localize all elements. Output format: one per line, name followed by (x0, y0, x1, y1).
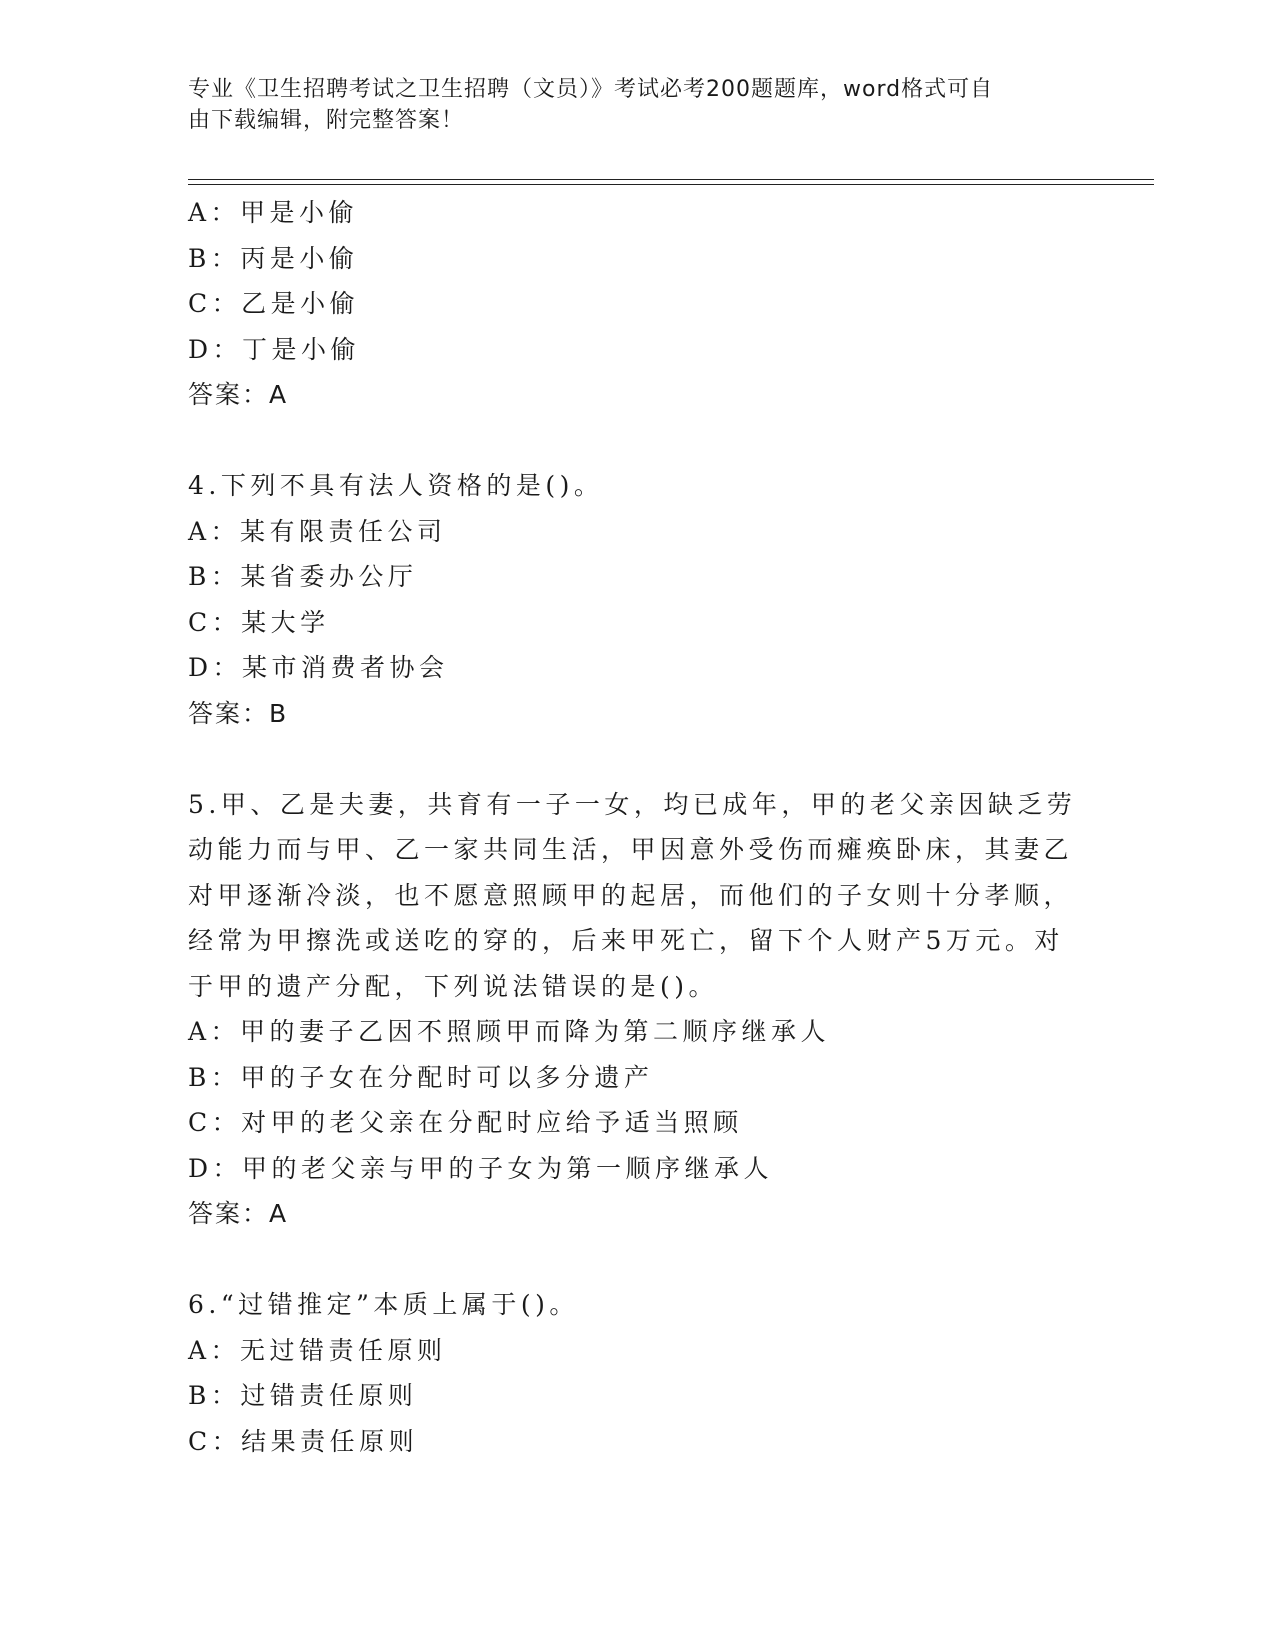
spacer (188, 418, 1088, 464)
question-4-block (188, 463, 1088, 736)
option-c: C：结果责任原则 (188, 1426, 419, 1456)
header-line-1: 专业《卫生招聘考试之卫生招聘（文员）》考试必考200题题库，word格式可自 (188, 77, 994, 102)
option-c: C：某大学 (188, 607, 330, 637)
answer-line: 答案：A (188, 1199, 289, 1228)
question-content (188, 190, 1088, 1464)
question-text-line: 对甲逐渐冷淡，也不愿意照顾甲的起居，而他们的子女则十分孝顺， (188, 880, 1074, 910)
option-b: B：过错责任原则 (188, 1381, 418, 1410)
document-header (188, 74, 1068, 136)
question-text: 4.下列不具有法人资格的是()。 (188, 471, 604, 500)
option-c: C：对甲的老父亲在分配时应给予适当照顾 (188, 1108, 743, 1137)
answer-line: 答案：B (188, 698, 289, 728)
option-b: B：某省委办公厅 (188, 562, 418, 591)
option-d: D：某市消费者协会 (188, 653, 449, 682)
option-b: B：丙是小偷 (188, 243, 359, 273)
option-d: D：甲的老父亲与甲的子女为第一顺序继承人 (188, 1153, 774, 1183)
spacer (188, 736, 1088, 782)
header-divider-bottom (188, 184, 1154, 185)
question-text: 6.“过错推定”本质上属于()。 (188, 1290, 579, 1319)
option-a: A：甲的妻子乙因不照顾甲而降为第二顺序继承人 (188, 1017, 831, 1046)
question-3-block (188, 190, 1088, 418)
header-line-2: 由下载编辑，附完整答案！ (188, 108, 465, 133)
answer-line: 答案：A (188, 380, 289, 409)
option-b: B：甲的子女在分配时可以多分遗产 (188, 1062, 654, 1092)
question-6-block (188, 1282, 1088, 1464)
question-text-line: 动能力而与甲、乙一家共同生活，甲因意外受伤而瘫痪卧床，其妻乙 (188, 835, 1074, 864)
question-text-line: 经常为甲擦洗或送吃的穿的，后来甲死亡，留下个人财产5万元。对 (188, 926, 1064, 955)
spacer (188, 1237, 1088, 1283)
option-a: A：某有限责任公司 (188, 516, 447, 546)
option-c: C：乙是小偷 (188, 289, 360, 318)
option-a: A：无过错责任原则 (188, 1335, 447, 1365)
option-d: D：丁是小偷 (188, 334, 361, 364)
question-text-line: 于甲的遗产分配，下列说法错误的是()。 (188, 971, 719, 1001)
question-text-line: 5.甲、乙是夫妻，共育有一子一女，均已成年，甲的老父亲因缺乏劳 (188, 789, 1077, 819)
question-5-block (188, 782, 1088, 1237)
header-divider-top (188, 179, 1154, 180)
option-a: A：甲是小偷 (188, 198, 359, 227)
